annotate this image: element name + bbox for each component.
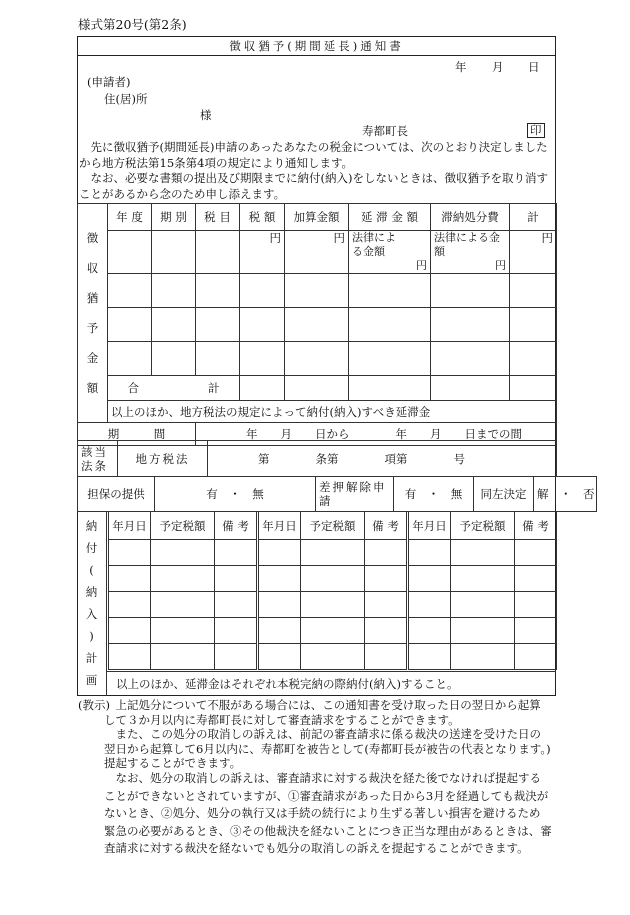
plan-cell[interactable] xyxy=(259,618,301,644)
plan-header-amount: 予定税額 xyxy=(151,512,215,540)
cell[interactable] xyxy=(196,342,240,376)
plan-cell[interactable] xyxy=(515,644,557,670)
cell[interactable] xyxy=(349,342,431,376)
plan-header-amount: 予定税額 xyxy=(301,512,365,540)
cell[interactable] xyxy=(285,342,349,376)
law-article: 第 条第 項第 号 xyxy=(208,441,557,477)
cell[interactable] xyxy=(431,274,510,308)
plan-cell[interactable] xyxy=(409,644,451,670)
cell[interactable] xyxy=(431,308,510,342)
cell[interactable] xyxy=(510,308,557,342)
cell-disposition[interactable] xyxy=(431,231,510,274)
side-char: 付 xyxy=(85,541,98,555)
plan-header-notes: 備 考 xyxy=(515,512,557,540)
plan-cell[interactable] xyxy=(109,618,151,644)
header-tax-amount: 税 額 xyxy=(240,204,285,231)
cell[interactable] xyxy=(510,342,557,376)
plan-cell[interactable] xyxy=(259,566,301,592)
plan-cell[interactable] xyxy=(451,566,515,592)
cell[interactable] xyxy=(196,308,240,342)
collateral-row xyxy=(77,476,597,512)
law-article-row xyxy=(77,440,557,477)
plan-cell[interactable] xyxy=(365,566,407,592)
plan-cell[interactable] xyxy=(409,618,451,644)
side-char: 画 xyxy=(85,673,98,687)
plan-cell[interactable] xyxy=(109,540,151,566)
side-char: 額 xyxy=(86,381,99,395)
header-additional-amount: 加算金額 xyxy=(285,204,349,231)
payment-plan-block-3 xyxy=(408,511,557,670)
plan-cell[interactable] xyxy=(151,618,215,644)
plan-cell[interactable] xyxy=(215,618,257,644)
cell[interactable] xyxy=(240,342,285,376)
intro-paragraph-2: なお、必要な書類の提出及び期限までに納付(納入)をしないときは、徴収猶予を取り消すことがあるから念のため申し添えます。 xyxy=(79,171,548,201)
date-day-label: 日 xyxy=(528,60,540,74)
cell[interactable] xyxy=(285,308,349,342)
plan-cell[interactable] xyxy=(365,618,407,644)
address-label: 住(居)所 xyxy=(104,92,148,106)
extra-delinquency-note: 以上のほか、地方税法の規定によって納付(納入)すべき延滞金 xyxy=(108,401,557,423)
yen-unit: 円 xyxy=(541,231,553,245)
date-year-label: 年 xyxy=(455,60,467,74)
plan-cell[interactable] xyxy=(409,566,451,592)
side-char: 収 xyxy=(86,261,99,275)
side-char: 計 xyxy=(85,651,98,665)
law-name: 地方税法 xyxy=(118,441,208,477)
plan-cell[interactable] xyxy=(301,566,365,592)
cell[interactable] xyxy=(108,342,152,376)
plan-cell[interactable] xyxy=(151,566,215,592)
yen-unit: 円 xyxy=(333,231,345,245)
plan-cell[interactable] xyxy=(109,566,151,592)
plan-cell[interactable] xyxy=(109,592,151,618)
decision-label: 同左決定 xyxy=(474,477,534,512)
cell[interactable] xyxy=(152,342,196,376)
date-month-label: 月 xyxy=(492,60,504,74)
legal-amount-text: 法律による金額 xyxy=(352,231,396,258)
header-disposition-cost: 滞納処分費 xyxy=(431,204,510,231)
period-label: 期 間 xyxy=(78,423,196,446)
collateral-label: 担保の提供 xyxy=(78,477,155,512)
plan-cell[interactable] xyxy=(151,592,215,618)
plan-cell[interactable] xyxy=(109,644,151,670)
plan-header-notes: 備 考 xyxy=(365,512,407,540)
cell[interactable] xyxy=(108,274,152,308)
seizure-release-label: 差押解除申請 xyxy=(316,477,394,512)
cell[interactable] xyxy=(349,274,431,308)
plan-cell[interactable] xyxy=(151,644,215,670)
cell[interactable] xyxy=(510,274,557,308)
plan-cell[interactable] xyxy=(451,644,515,670)
plan-header-date: 年月日 xyxy=(259,512,301,540)
plan-cell[interactable] xyxy=(515,540,557,566)
payment-side-label xyxy=(77,511,107,696)
header-period: 期 別 xyxy=(152,204,196,231)
cell[interactable] xyxy=(240,274,285,308)
plan-cell[interactable] xyxy=(151,540,215,566)
plan-cell[interactable] xyxy=(215,644,257,670)
cell[interactable] xyxy=(108,308,152,342)
side-char: 徴 xyxy=(86,231,99,245)
header-delinquency-amount: 延 滞 金 額 xyxy=(349,204,431,231)
plan-cell[interactable] xyxy=(301,644,365,670)
header-fiscal-year: 年 度 xyxy=(108,204,152,231)
cell[interactable] xyxy=(431,342,510,376)
intro-paragraph-1: 先に徴収猶予(期間延長)申請のあったあなたの税金については、次のとおり決定しましたから地方税法第15条第4項の規定により通知します。 xyxy=(79,140,548,170)
plan-cell[interactable] xyxy=(515,618,557,644)
collateral-choice[interactable]: 有 ・ 無 xyxy=(155,477,316,512)
cell[interactable] xyxy=(152,308,196,342)
seal-mark xyxy=(527,123,545,138)
side-char: 猶 xyxy=(86,291,99,305)
total-disposition[interactable] xyxy=(431,376,510,401)
side-char: 予 xyxy=(86,321,99,335)
honorific-sama: 様 xyxy=(200,108,212,122)
side-char: 納 xyxy=(85,585,98,599)
side-char: 金 xyxy=(86,351,99,365)
applicant-label: (申請者) xyxy=(87,75,131,89)
form-id: 様式第20号(第2条) xyxy=(78,17,187,32)
plan-cell[interactable] xyxy=(215,540,257,566)
cell-tax-amount[interactable] xyxy=(240,231,285,274)
period-range: 年 月 日から 年 月 日までの間 xyxy=(196,423,557,446)
total-delinquency[interactable] xyxy=(349,376,431,401)
payment-plan-block-2 xyxy=(258,511,407,670)
plan-cell[interactable] xyxy=(515,566,557,592)
notice-paragraph-1: 上記処分について不服がある場合には、この通知書を受け取った日の翌日から起算して３か月以内に寿都町長に対して審査請求をすることができます。 xyxy=(104,698,541,727)
cell-additional[interactable] xyxy=(285,231,349,274)
cell[interactable] xyxy=(196,274,240,308)
plan-cell[interactable] xyxy=(451,618,515,644)
plan-cell[interactable] xyxy=(301,540,365,566)
cell[interactable] xyxy=(240,308,285,342)
plan-cell[interactable] xyxy=(215,566,257,592)
side-char: ) xyxy=(89,629,94,643)
cell-tax-item[interactable] xyxy=(196,231,240,274)
cell-total[interactable] xyxy=(510,231,557,274)
side-char: ( xyxy=(89,563,94,577)
issuer-name: 寿都町長 xyxy=(362,124,408,138)
side-char: 入 xyxy=(85,607,98,621)
seizure-release-choice[interactable]: 有 ・ 無 xyxy=(394,477,474,512)
document-title: 徴収猶予(期間延長)通知書 xyxy=(229,39,404,53)
plan-cell[interactable] xyxy=(365,644,407,670)
seal-text: 印 xyxy=(527,123,545,138)
cell-period[interactable] xyxy=(152,231,196,274)
plan-header-amount: 予定税額 xyxy=(451,512,515,540)
yen-unit: 円 xyxy=(269,231,281,245)
cell[interactable] xyxy=(349,308,431,342)
notice-paragraph-3: なお、処分の取消しの訴えは、審査請求に対する裁決を経た後でなければ提起することができないとされていますが、①審査請求があった日から3月を経過しても裁決がないとき、②処分、処分の執行又は手続の続行により生ずる著しい損害を避けるため緊急の必要があるとき、③その他裁決を経ないことにつき正当な理由があるときは、審査請求に対する裁決を経ないでも処分の取消しの訴えを提起することができます。 xyxy=(104,771,552,855)
notice-paragraph-2: また、この処分の取消しの訴えは、前記の審査請求に係る裁決の送達を受けた日の翌日から起算して6月以内に、寿都町を被告として(寿都町長が被告の代表となります。)提起することができます。 xyxy=(104,727,551,770)
divider xyxy=(107,671,556,672)
plan-header-date: 年月日 xyxy=(109,512,151,540)
header-tax-item: 税 目 xyxy=(196,204,240,231)
plan-cell[interactable] xyxy=(409,540,451,566)
notice-label: (教示) xyxy=(78,698,110,712)
total-additional[interactable] xyxy=(285,376,349,401)
plan-cell[interactable] xyxy=(259,540,301,566)
law-label: 該当法条 xyxy=(78,441,118,477)
plan-cell[interactable] xyxy=(515,592,557,618)
legal-amount-text: 法律による金額 xyxy=(434,231,500,258)
cell-year[interactable] xyxy=(108,231,152,274)
plan-header-notes: 備 考 xyxy=(215,512,257,540)
yen-unit: 円 xyxy=(416,259,427,272)
cell[interactable] xyxy=(285,274,349,308)
total-tax-amount[interactable] xyxy=(240,376,285,401)
decision-choice[interactable]: 解 ・ 否 xyxy=(534,477,597,512)
plan-cell[interactable] xyxy=(301,618,365,644)
payment-plan-footer: 以上のほか、延滞金はそれぞれ本税完納の際納付(納入)すること。 xyxy=(116,677,459,691)
yen-unit: 円 xyxy=(495,259,506,272)
plan-cell[interactable] xyxy=(409,592,451,618)
plan-cell[interactable] xyxy=(259,644,301,670)
total-label: 合 計 xyxy=(108,376,240,401)
plan-cell[interactable] xyxy=(365,540,407,566)
plan-cell[interactable] xyxy=(451,592,515,618)
payment-plan-block-1 xyxy=(108,511,257,670)
plan-cell[interactable] xyxy=(365,592,407,618)
total-sum[interactable] xyxy=(510,376,557,401)
plan-header-date: 年月日 xyxy=(409,512,451,540)
cell-delinquency[interactable] xyxy=(349,231,431,274)
header-total: 計 xyxy=(510,204,557,231)
postponement-amount-table xyxy=(77,203,557,446)
plan-cell[interactable] xyxy=(259,592,301,618)
amount-side-label xyxy=(78,204,108,423)
plan-cell[interactable] xyxy=(215,592,257,618)
plan-cell[interactable] xyxy=(301,592,365,618)
side-char: 納 xyxy=(85,519,98,533)
cell[interactable] xyxy=(152,274,196,308)
plan-cell[interactable] xyxy=(451,540,515,566)
